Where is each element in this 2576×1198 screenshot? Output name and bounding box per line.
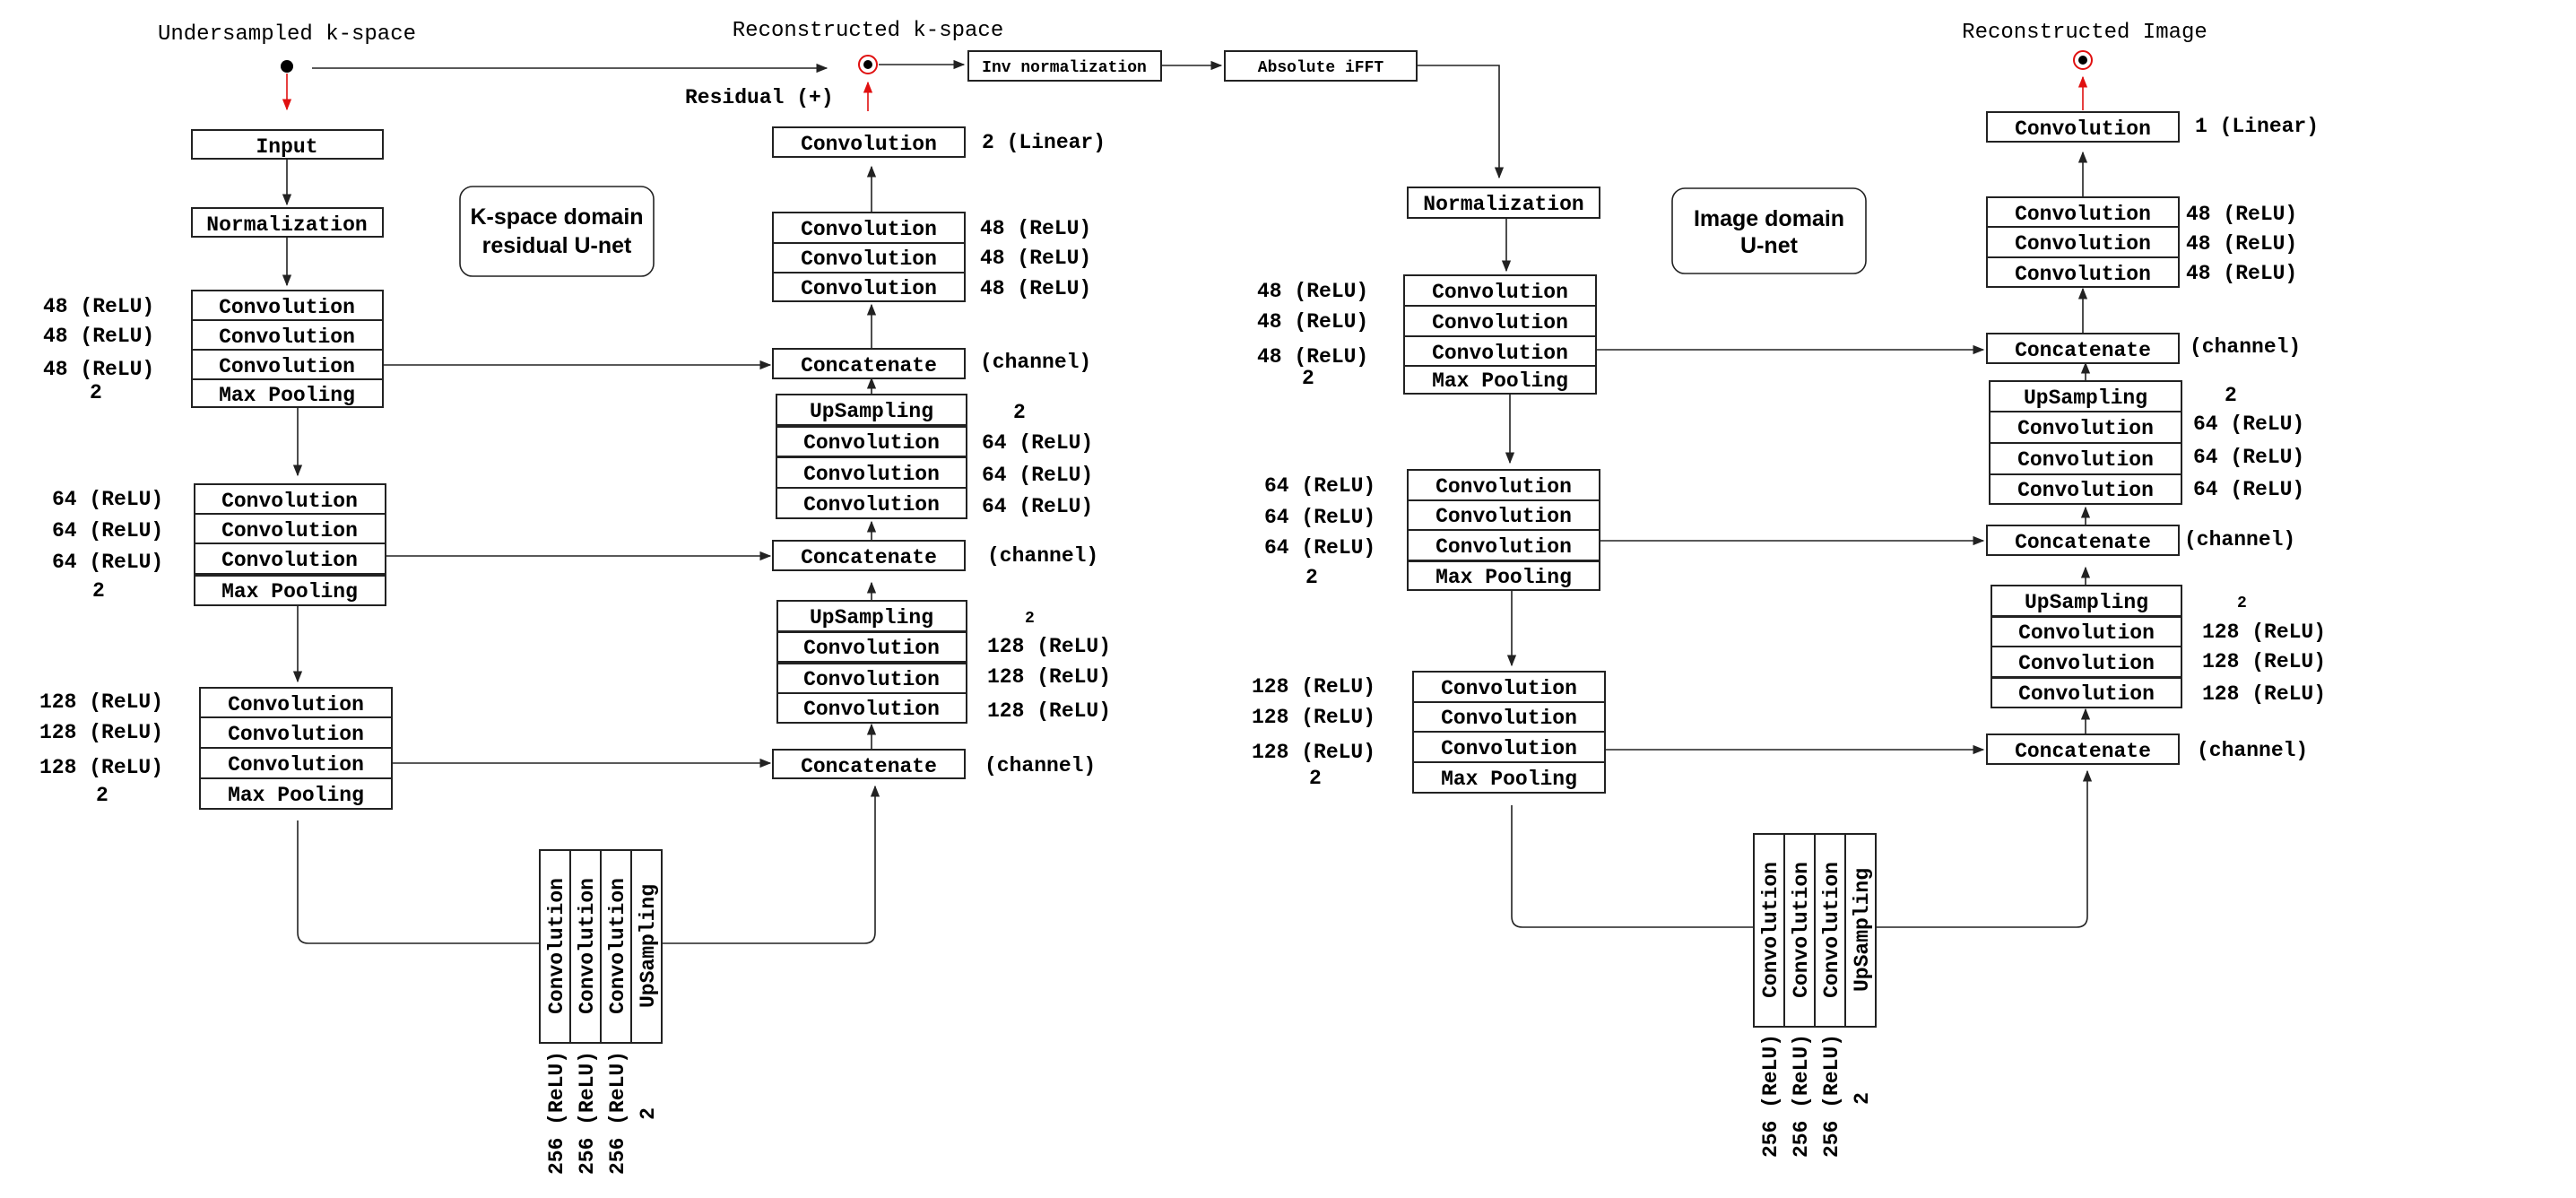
image-enc3-label: 2 xyxy=(1309,767,1322,790)
svg-text:Convolution: Convolution xyxy=(801,247,937,271)
svg-text:Image domain: Image domain xyxy=(1693,206,1845,231)
svg-text:Convolution: Convolution xyxy=(2018,621,2155,645)
kspace-input-title: Undersampled k-space xyxy=(157,22,417,47)
svg-text:UpSampling: UpSampling xyxy=(809,606,934,629)
svg-text:Convolution: Convolution xyxy=(1435,535,1572,559)
svg-text:Max Pooling: Max Pooling xyxy=(221,580,358,603)
kspace-enc3-label: 128 (ReLU) xyxy=(39,756,164,779)
image-concat-1 xyxy=(1987,334,2179,363)
kspace-bottleneck-label: 256 (ReLU) xyxy=(545,1051,568,1176)
svg-text:Convolution: Convolution xyxy=(1441,707,1577,730)
kspace-output-title: Reconstructed k-space xyxy=(732,19,1004,43)
kspace-enc2-label: 2 xyxy=(92,579,105,603)
svg-text:UpSampling: UpSampling xyxy=(2024,591,2149,614)
image-dec1-label: 48 (ReLU) xyxy=(2186,203,2298,226)
kspace-concat-1-label: (channel) xyxy=(980,351,1092,374)
svg-text:Convolution: Convolution xyxy=(2018,682,2155,706)
svg-text:Convolution: Convolution xyxy=(2015,117,2151,141)
image-dec1-label: 48 (ReLU) xyxy=(2186,262,2298,285)
kspace-enc1-label: 48 (ReLU) xyxy=(43,295,155,318)
image-enc2-label: 2 xyxy=(1305,566,1318,589)
kspace-dec1-label: 48 (ReLU) xyxy=(980,277,1092,300)
svg-text:Convolution: Convolution xyxy=(2017,448,2154,472)
svg-text:Convolution: Convolution xyxy=(2018,652,2155,675)
image-bottleneck-label: 256 (ReLU) xyxy=(1790,1034,1813,1159)
kspace-enc1-label: 2 xyxy=(90,381,102,404)
svg-text:Convolution: Convolution xyxy=(1432,311,1568,334)
image-dec3-label: 128 (ReLU) xyxy=(2202,621,2327,644)
kspace-input-block xyxy=(192,130,383,159)
svg-text:Convolution: Convolution xyxy=(219,296,355,319)
image-concat-3-label: (channel) xyxy=(2197,739,2309,762)
kspace-enc3-label: 2 xyxy=(96,784,108,807)
svg-text:UpSampling: UpSampling xyxy=(2023,386,2148,410)
svg-text:Convolution: Convolution xyxy=(1790,862,1813,998)
image-final-label: 1 (Linear) xyxy=(2195,115,2320,138)
image-decoder-block-2 xyxy=(1990,381,2181,504)
svg-text:Convolution: Convolution xyxy=(1820,862,1843,998)
image-note-box xyxy=(1672,188,1866,273)
svg-text:Convolution: Convolution xyxy=(801,277,937,300)
svg-text:Max Pooling: Max Pooling xyxy=(1435,566,1572,589)
svg-text:Concatenate: Concatenate xyxy=(2015,531,2151,554)
svg-text:UpSampling: UpSampling xyxy=(809,400,934,423)
image-dec2-label: 64 (ReLU) xyxy=(2193,446,2305,469)
svg-text:Convolution: Convolution xyxy=(221,549,358,572)
kspace-enc2-label: 64 (ReLU) xyxy=(52,488,164,511)
svg-text:Convolution: Convolution xyxy=(219,326,355,349)
kspace-bottleneck-label: 2 xyxy=(637,1107,660,1120)
image-concat-2 xyxy=(1987,525,2179,555)
svg-text:Convolution: Convolution xyxy=(1441,737,1577,760)
image-enc3-label: 128 (ReLU) xyxy=(1252,706,1376,729)
svg-text:Convolution: Convolution xyxy=(803,493,940,517)
image-dec3-label: 128 (ReLU) xyxy=(2202,682,2327,706)
svg-text:Convolution: Convolution xyxy=(1435,505,1572,528)
image-decoder-block-1 xyxy=(1987,197,2179,287)
kspace-enc3-label: 128 (ReLU) xyxy=(39,721,164,744)
image-concat-3 xyxy=(1987,734,2179,764)
kspace-concat-1 xyxy=(773,349,965,378)
kspace-enc2-label: 64 (ReLU) xyxy=(52,519,164,543)
kspace-normalization-block xyxy=(192,208,383,237)
kspace-enc1-label: 48 (ReLU) xyxy=(43,358,155,381)
svg-text:Convolution: Convolution xyxy=(228,753,364,777)
svg-text:Convolution: Convolution xyxy=(803,637,940,660)
image-enc1-label: 2 xyxy=(1302,367,1314,390)
kspace-enc1-label: 48 (ReLU) xyxy=(43,325,155,348)
image-normalization-block xyxy=(1408,187,1600,218)
kspace-concat-3 xyxy=(773,750,965,778)
kspace-encoder-block-2 xyxy=(195,484,386,605)
image-concat-2-label: (channel) xyxy=(2184,528,2296,551)
svg-text:Convolution: Convolution xyxy=(221,519,358,543)
image-dec2-label: 64 (ReLU) xyxy=(2193,478,2305,501)
svg-text:Inv normalization: Inv normalization xyxy=(982,59,1147,77)
svg-text:Concatenate: Concatenate xyxy=(2015,339,2151,362)
image-enc3-label: 128 (ReLU) xyxy=(1252,741,1376,764)
svg-text:Normalization: Normalization xyxy=(206,213,368,237)
kspace-bottleneck-label: 256 (ReLU) xyxy=(606,1051,629,1176)
kspace-dec2-label: 64 (ReLU) xyxy=(982,495,1094,518)
image-bottleneck-label: 256 (ReLU) xyxy=(1759,1034,1782,1159)
kspace-dec3-label: 128 (ReLU) xyxy=(987,665,1112,689)
svg-text:Convolution: Convolution xyxy=(2015,263,2151,286)
image-enc2-label: 64 (ReLU) xyxy=(1264,474,1376,498)
svg-text:Convolution: Convolution xyxy=(801,218,937,241)
svg-text:Concatenate: Concatenate xyxy=(801,354,937,378)
image-bottleneck-label: 2 xyxy=(1851,1092,1874,1105)
image-final-conv-block xyxy=(1987,112,2179,142)
kspace-dec1-label: 48 (ReLU) xyxy=(980,247,1092,270)
kspace-concat-2 xyxy=(773,541,965,570)
image-dec3-label: 128 (ReLU) xyxy=(2202,650,2327,673)
kspace-enc2-label: 64 (ReLU) xyxy=(52,551,164,574)
kspace-input-node xyxy=(281,60,293,73)
svg-text:Convolution: Convolution xyxy=(219,355,355,378)
kspace-concat-2-label: (channel) xyxy=(987,544,1099,568)
svg-text:Convolution: Convolution xyxy=(801,133,937,156)
svg-text:Concatenate: Concatenate xyxy=(2015,740,2151,763)
kspace-dec2-label: 64 (ReLU) xyxy=(982,431,1094,455)
svg-text:Convolution: Convolution xyxy=(2015,203,2151,226)
kspace-decoder-block-2 xyxy=(776,395,967,518)
image-encoder-block-1 xyxy=(1404,275,1596,394)
svg-text:residual U-net: residual U-net xyxy=(481,233,632,258)
kspace-decoder-block-1 xyxy=(773,213,965,301)
kspace-decoder-block-3 xyxy=(777,601,967,723)
kspace-encoder-block-1 xyxy=(192,291,383,407)
residual-label: Residual (+) xyxy=(685,86,834,109)
svg-text:Absolute iFFT: Absolute iFFT xyxy=(1257,59,1384,77)
svg-text:Convolution: Convolution xyxy=(606,878,629,1014)
svg-text:Convolution: Convolution xyxy=(803,463,940,486)
svg-text:Convolution: Convolution xyxy=(803,431,940,455)
image-bottleneck-label: 256 (ReLU) xyxy=(1820,1034,1843,1159)
svg-text:Convolution: Convolution xyxy=(1432,281,1568,304)
image-encoder-block-3 xyxy=(1413,672,1605,793)
kspace-note-box xyxy=(460,187,654,276)
svg-text:Convolution: Convolution xyxy=(1441,677,1577,700)
svg-text:K-space domain: K-space domain xyxy=(470,204,644,230)
image-enc1-label: 48 (ReLU) xyxy=(1257,345,1369,369)
svg-text:Convolution: Convolution xyxy=(803,668,940,691)
svg-text:UpSampling: UpSampling xyxy=(1851,867,1874,993)
kspace-final-conv-block xyxy=(773,127,965,157)
svg-text:Max Pooling: Max Pooling xyxy=(1441,768,1577,791)
kspace-dec3-label: 128 (ReLU) xyxy=(987,699,1112,723)
svg-text:Max Pooling: Max Pooling xyxy=(219,384,355,407)
svg-text:Convolution: Convolution xyxy=(803,698,940,721)
image-dec2-label: 64 (ReLU) xyxy=(2193,412,2305,436)
absolute-ifft-block xyxy=(1225,51,1417,81)
kspace-dec1-label: 48 (ReLU) xyxy=(980,217,1092,240)
svg-text:Convolution: Convolution xyxy=(2017,417,2154,440)
image-enc3-label: 128 (ReLU) xyxy=(1252,675,1376,699)
image-output-title: Reconstructed Image xyxy=(1962,21,2207,45)
svg-text:Concatenate: Concatenate xyxy=(801,546,937,569)
image-concat-1-label: (channel) xyxy=(2190,335,2302,359)
image-dec1-label: 48 (ReLU) xyxy=(2186,232,2298,256)
image-enc2-label: 64 (ReLU) xyxy=(1264,536,1376,560)
svg-text:U-net: U-net xyxy=(1740,233,1798,258)
svg-text:Convolution: Convolution xyxy=(2015,232,2151,256)
svg-text:Convolution: Convolution xyxy=(228,723,364,746)
svg-text:Convolution: Convolution xyxy=(1435,475,1572,499)
kspace-concat-3-label: (channel) xyxy=(984,754,1097,777)
svg-text:Convolution: Convolution xyxy=(2017,479,2154,502)
kspace-bottleneck-block xyxy=(540,850,662,1043)
kspace-final-label: 2 (Linear) xyxy=(982,131,1106,154)
kspace-encoder-block-3 xyxy=(200,688,392,809)
inv-normalization-block xyxy=(968,51,1161,81)
svg-text:Normalization: Normalization xyxy=(1423,193,1584,216)
svg-text:Concatenate: Concatenate xyxy=(801,755,937,778)
kspace-dec2-up-label: 2 xyxy=(1013,401,1026,424)
svg-text:Max Pooling: Max Pooling xyxy=(1432,369,1568,393)
kspace-dec2-label: 64 (ReLU) xyxy=(982,464,1094,487)
image-enc2-label: 64 (ReLU) xyxy=(1264,506,1376,529)
svg-text:Convolution: Convolution xyxy=(1432,342,1568,365)
svg-text:Input: Input xyxy=(256,135,318,159)
image-enc1-label: 48 (ReLU) xyxy=(1257,310,1369,334)
image-decoder-block-3 xyxy=(1991,586,2181,708)
image-encoder-block-2 xyxy=(1408,470,1600,590)
image-dec2-up-label: 2 xyxy=(2225,384,2237,407)
svg-text:Convolution: Convolution xyxy=(221,490,358,513)
kspace-bottleneck-label: 256 (ReLU) xyxy=(576,1051,599,1176)
kspace-dec3-label: 128 (ReLU) xyxy=(987,635,1112,658)
svg-text:Convolution: Convolution xyxy=(545,878,568,1014)
svg-text:Max Pooling: Max Pooling xyxy=(228,784,364,807)
image-bottleneck-block xyxy=(1754,834,1876,1027)
image-dec3-up-label: 2 xyxy=(2237,595,2247,612)
svg-text:Convolution: Convolution xyxy=(1759,862,1782,998)
svg-text:Convolution: Convolution xyxy=(576,878,599,1014)
kspace-dec3-up-label: 2 xyxy=(1025,610,1035,628)
svg-text:UpSampling: UpSampling xyxy=(637,883,660,1009)
image-enc1-label: 48 (ReLU) xyxy=(1257,280,1369,303)
svg-text:Convolution: Convolution xyxy=(228,693,364,716)
kspace-enc3-label: 128 (ReLU) xyxy=(39,690,164,714)
